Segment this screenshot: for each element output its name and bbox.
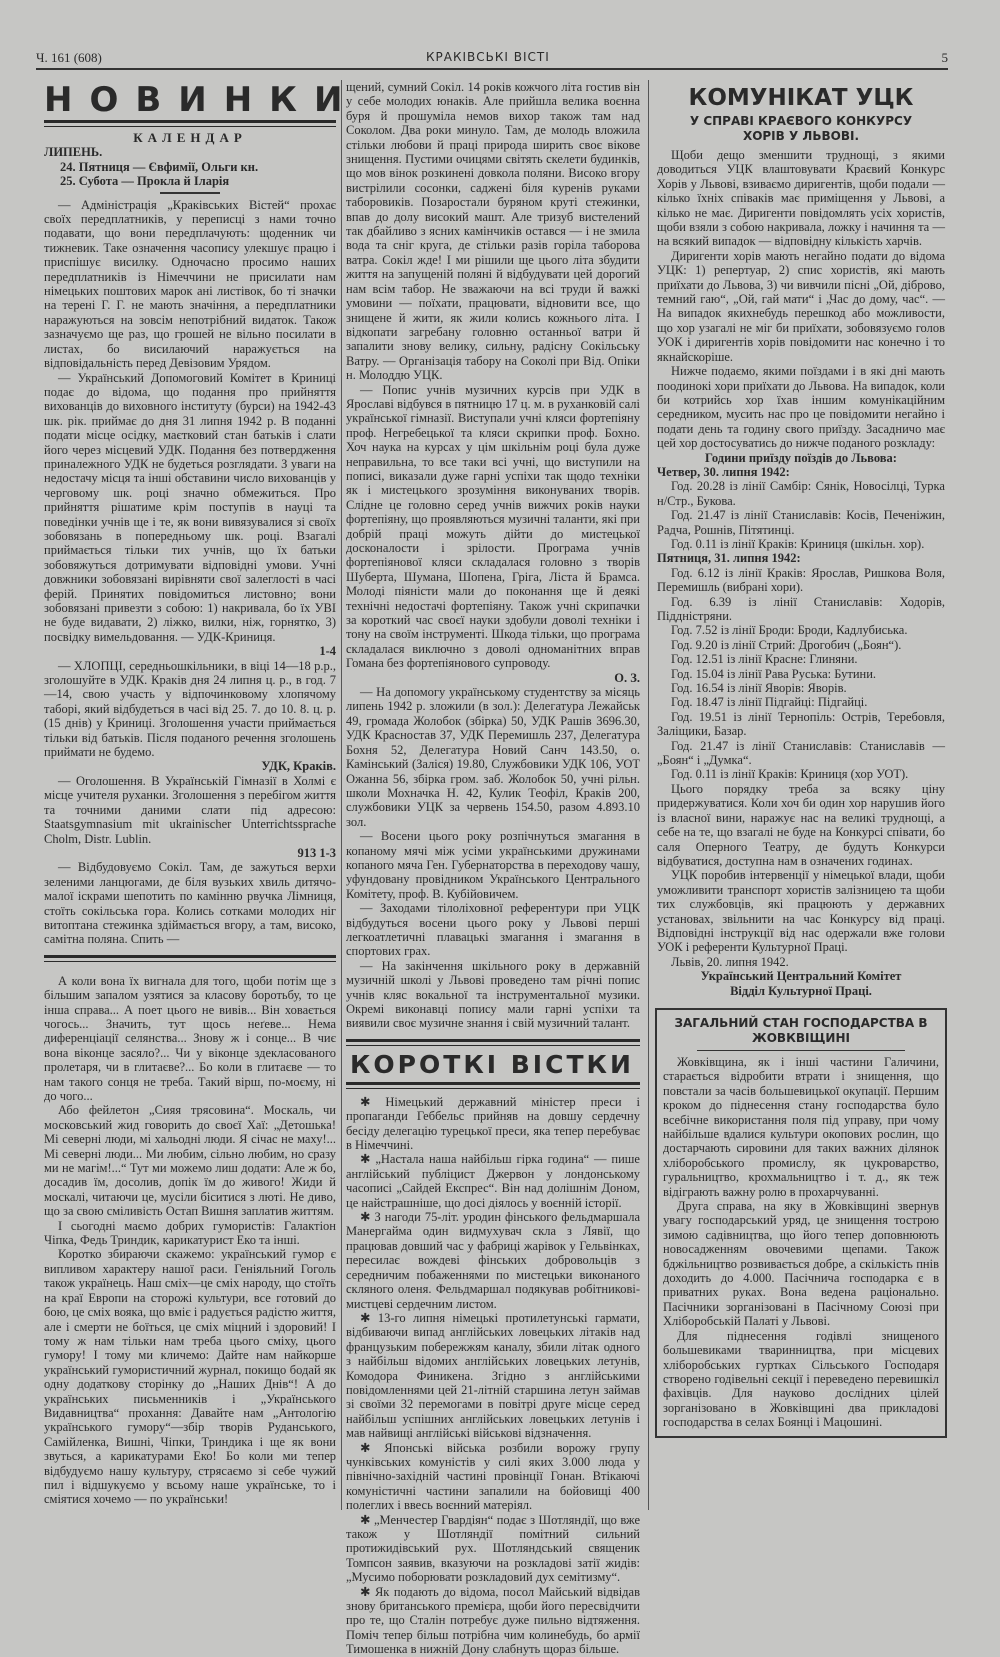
- short-news-item: ✱ Німецький державний міністер преси і пропаганди Геббельс прийняв на довшу сердечну бесіду делегацію турецької преси, яка тепер перебуває в Німеччині.: [346, 1094, 640, 1153]
- article-paragraph: — Восени цього року розпічнуться змагання в копаному мячі між усіми українськими дружинами копаного мяча Ген. Губернаторства в переходову чашу, уфундовану провідником Українського Центрального Комітету, проф. В. Кубійовичем.: [346, 829, 640, 901]
- news-item: — Адміністрація „Краківських Вістей“ прохає своїх передплатників, у переписці з нами точно подавати, що вони передплачують: щоденник чи тижневик. Таке означення часопису улекшує працю і приспішує висилку. Одночасно просимо наших передплатників із Німеччини не присилати нам німецьких поштових марок ані листівок, бо ті значки на терені Г. Г. не мають значіння, а передплатники наражуються на зовсім непотрібний видаток. Також зазначуємо ще раз, що грошей не вільно посилати в листах, бо висилаючий наражується на відповідальність перед Девізовим Урядом.: [44, 197, 336, 371]
- article-paragraph: — Попис учнів музичних курсів при УДК в Ярославі відбувся в пятницю 17 ц. м. в руханковій салі української гімназії. Виступали учні кляси фортепіяну проф. Негребецької та кляси скрипки проф. Бохно. Хоч наука на курсах у цім шкільнім році була дуже неправильна, то все таки всі учні, що виступили на пописі, виказали дуже гарні успіхи так щодо техніки як і мистецького зрозуміння виконуваних творів. Слідне це головно серед учнів вижчих років науки фортепіяну, що проявляються музичні таланти, які при добрій праці можуть дійти до мистецької досконалости і зрілости. Програма учнів фортепіянової кляси складалася головно з творів Шуберта, Шумана, Шопена, Гріга, Ліста й Брамса. Молоді піяністи мали до поконання ще й деякі технічні недостачі фортепіяну. Також учні скрипачки за короткий час своєї науки здобули доволі техніки і тону на своїм інструменті. Шкода тільки, що програма складалася виключно з доволі одноманітних вправ Гомана без фортепіянового супроводу.: [346, 382, 640, 671]
- calendar-title: КАЛЕНДАР: [133, 130, 247, 145]
- train-entry: Год. 12.51 із лінії Красне: Глиняни.: [671, 652, 858, 667]
- communique-paragraph: Нижче подаємо, якими поїздами і в які дні мають поодинокі хори приїхати до Львова. На випадок, коли би котрийсь хор їхав іншим комунікаційним середником, мусить нас про це повідомити негайно і подати день та годину свого приїзду. Засадничо має цей хор достосуватись до нижче поданого розкладу:: [657, 364, 945, 451]
- train-entry: Год. 9.20 із лінії Стрий: Дрогобич („Боян“).: [671, 637, 902, 652]
- train-entry: Год. 21.47 із лінії Станиславів: Косів, Печеніжин, Радча, Рошнів, Пітятинці.: [657, 508, 945, 537]
- issue-number: Ч. 161 (608): [36, 50, 102, 65]
- calendar-day: 24. Пятниця — Євфимії, Ольги кн.: [60, 159, 259, 174]
- short-news-item: ✱ Як подають до відома, посол Майський відвідав знову британського премієра, щоби його пересвідчити про те, що Сталін потребує дуже пильно відтяження. Поміч тепер більш потрібна чим колинебудь, бо армії Тимошенка в нижній Дону слабнуть щораз більше.: [346, 1584, 640, 1657]
- news-item: — Український Допомоговий Комітет в Криниці подає до відома, що подання про прийняття вихованців до виховного інституту (бурси) на 1942-43 шк. рік. приймає до дня 31 липня 1942 р. В поданні подати місце осідку, маєтковий стан батьків і слати його через місцевий УДК. Подання без потвердження приналежного УДК не будеться розглядати. З уваги на недостачу місця та інші обставини число вихованців у черговому шк. році значно обмежиться. Про прийняття рішатиме крім поступів в науці та поведінки учнів ще і те, як вони вивязувалися зі своїх зобовязань в попередньому шк. році. Взагалі приймається тільки тих учнів, що їх батьки зобовяжуться дотримувати відповідні умови. Учні довжники зобовязані вирівняти свої залеглості в часі ферій. Принятих повідомиться листовно; вони зобовязані привезти з собою: 1) накривала, бо їх УВІ не буде видавати, 2) ліжко, вилки, ніж, горнятко, 3) посвідку вимельдовання. — УДК-Криниця.: [44, 370, 336, 644]
- divider: [697, 1050, 905, 1051]
- article-paragraph: І сьогодні маємо добрих гумористів: Галактіон Чіпка, Федь Триндик, карикатурист Еко та інші.: [44, 1218, 336, 1248]
- signature: Український Центральний Комітет: [700, 969, 902, 984]
- place-date: Львів, 20. липня 1942.: [671, 954, 789, 969]
- train-entry: Год. 16.54 із лінії Яворів: Яворів.: [671, 681, 847, 696]
- calendar-day: 25. Субота — Прокла й Іларія: [60, 174, 230, 189]
- humor-article: [44, 974, 336, 1507]
- train-entry: Год. 7.52 із лінії Броди: Броди, Кадлубиська.: [671, 623, 908, 638]
- news-item: — Відбудовуємо Сокіл. Там, де зажуться верхи зеленими ланцюгами, де біля вузьких хвиль дитячо-малої іскрами шепотить по камінню рвучка Лімниця, стоїть сокільська гора. Колись сотками молодих ніг витоптана стежинка здіймається вгору, а там, високо, самітна поляна. Спить —: [44, 860, 336, 947]
- left-column: [44, 80, 360, 1507]
- train-entry: Год. 6.12 із лінії Краків: Ярослав, Ришкова Воля, Перемишль (вибрані хори).: [657, 565, 945, 595]
- title-rule: [44, 120, 336, 127]
- short-news-list: [346, 1095, 640, 1657]
- middle-column: [346, 80, 640, 1657]
- train-entry: Год. 20.28 із лінії Самбір: Сянік, Новосілці, Турка н/Стр., Букова.: [657, 479, 945, 508]
- news-sign: УДК, Краків.: [261, 759, 336, 774]
- signature: Відділ Культурної Праці.: [730, 983, 872, 998]
- short-news-item: ✱ „Менчестер Гвардіян“ подає з Шотляндії, що вже також у Шотляндії помітний сильний протижидівський рух. Шотляндський священик Томпсон заявив, вказуючи на розкладові затії жидів: „Мусимо поборювати розкладовий дух семітизму“.: [346, 1512, 640, 1585]
- article-paragraph: Для піднесення годівлі знищеного большевиками тваринництва, при місцевих хліборобських гуртках Сільського Господаря створено годівельні секції і переведено перевишкіл фахівців. Для науково дослідних цілей зорганізовано в Жовківщині два прикладові господарства в селах Боянці і Мацошині.: [663, 1328, 939, 1430]
- article-paragraph: — На допомогу українському студентству за місяць липень 1942 р. зложили (в зол.): Делегатура Лежайськ 49, громада Жолобок (збірка) 50, УДК Рашів 3696.30, УДК Красностав 37, УДК Перемишль 237, Делегатура Бохня 52, Делегатура Новий Санч 143.50, о. Камінський (Заліся) 19.80, Службовики УДК 106, УОТ Ожанна 56, збірка гром. заб. Жолобок 50, учні рільн. школи Мохначка Н. 42, Кулик Теофіл, Краків 200, службовики УЦК за червень 154.50, разом 4.893.10 зол.: [346, 685, 640, 829]
- short-news-item: ✱ „Настала наша найбільш гірка година“ — пише англійський публіцист Джервон у лондонському часописі „Сайдей Експрес“. Він над долішнім Доном, це найстрашніше, що досі діялось у воєнній історії.: [346, 1152, 640, 1210]
- newspaper-name: КРАКІВСЬКІ ВІСТІ: [426, 50, 550, 64]
- schedule-title: Години приїзду поїздів до Львова:: [705, 450, 897, 465]
- schedule-day: Пятниця, 31. липня 1942:: [657, 551, 801, 566]
- news-sign: 1-4: [319, 644, 336, 659]
- communique-title: КОМУНІКАТ УЦК: [688, 85, 914, 111]
- short-news-item: ✱ 13-го липня німецькі протилетунські гармати, відбиваючи випад англійських ловецьких літаків над французьким побережжям каналу, збили літак одного з найбільш відомих англійських ловецьких летунів, Комодора Финикена. Згідно з англійськими повідомленнями цей 21-літній старшина летун займав зі своїми 32 перемогами в повітрі друге місце серед найбільш успішних англійських ловецьких летунів і мав найвищі англійські військові відзначення.: [346, 1310, 640, 1441]
- communique-paragraph: Цього порядку треба за всяку ціну придержуватися. Коли хоч би один хор нарушив його із власної вини, наражує нас на великі труднощі, а себе на те, що взагалі не буде на Конкурсі співати, бо саля Оперного Театру, де будуть Конкурси відбуватися, доступна нам в означених годинах.: [657, 781, 945, 868]
- article-paragraph: — Заходами тілоліховної референтури при УЦК відбудуться восени цього року у Львові перші легкоатлетичні плавацькі змагання і змагання в спортових грах.: [346, 901, 640, 959]
- train-entry: Год. 15.04 із лінії Рава Руська: Бутини.: [671, 666, 877, 681]
- column-divider: [648, 80, 649, 1510]
- communique-subtitle: У СПРАВІ КРАЄВОГО КОНКУРСУ ХОРІВ У ЛЬВОВІ.: [689, 114, 913, 143]
- communique-paragraph: Диригенти хорів мають негайно подати до відома УЦК: 1) репертуар, 2) спис хористів, які мають приїхати до Львова, 3) чи вивчили пісні „Ой, діброво, темний гаю“, „Ой, гай мати“ і „Час до дому, час“. — На випадок якихнебудь перешкод або можливости, що хор узагалі не міг би приїхати, зобовязуємо голов УОК і диригентів хорів повідомити нас конечно і то якнайскоріше.: [657, 248, 945, 364]
- divider: [160, 192, 220, 194]
- article-paragraph: Коротко збираючи скажемо: український гумор є випливом характеру нашої раси. Геніяльний Гоголь також українець. Наш сміх—це сміх народу, що стоїть на краї Европи на сторожі культури, все готовий до бою, це сміх вояка, що вміє і радується радістю життя, але і смерти не боїться, це сміх міцний і здоровий! І тому ж нам тільки нам треба цього сміху, цього гумору! І тому ми кличемо: Дайте нам найкорше український гумористичний журнал, покищо бодай як одну додаткову сторінку до „Наших Днів“! А до українських письменників і „Українського Видавництва“ прохання: Давайте нам „Антологію українського гумору“—збір творів Руданського, Самійленка, Вишні, Чіпки, Триндика і ще як вони звуться, а карикатурами Еко! Бо коли ми тепер відбудуємо нашу культуру, стрясаємо зі себе чужий пил і відшукуємо у всьому наше українське, то і сміятися хочемо — по українськи!: [44, 1247, 336, 1507]
- train-entry: Год. 19.51 із лінії Тернопіль: Острів, Теребовля, Заліщики, Базар.: [657, 709, 945, 739]
- news-item: — ХЛОПЦІ, середньошкільники, в віці 14—18 р.р., зголошуйте в УДК. Краків дня 24 липня ц. р., в год. 7—14, свою участь у відпочинковому хлопячому таборі, який відбудеться в часі від 25. 7. до 10. 8. ц. р. (15 днів) у Криниці. Зголошення участи приймається тільки від батьків. Після поданого речення зголошень приймати не будемо.: [44, 658, 336, 760]
- column-divider: [341, 80, 342, 1510]
- short-news-item: ✱ Японські війська розбили ворожу групу чунківських комуністів у силі яких 3.000 люда у північно-західній частині провінції Гонан. Втікаючі комуністичні частини запалили на бойовищі 400 полеглих і ввесь воєнний матеріял.: [346, 1440, 640, 1513]
- page-number: 5: [941, 50, 948, 65]
- communique-body: [655, 148, 947, 998]
- train-entry: Год. 6.39 із лінії Станиславів: Ходорів, Піддністряни.: [657, 594, 945, 623]
- economy-title: ЗАГАЛЬНИЙ СТАН ГОСПОДАРСТВА В ЖОВКВІЩИНІ: [674, 1015, 928, 1045]
- article-paragraph: — На закінчення шкільного року в державній музичній школі у Львові проведено там річні попис учнів кляс вокальної та інструментальної музики. Окремі виконавці попису мали гарні успіхи та виявили своє музичне знання і свій музичний талант.: [346, 958, 640, 1031]
- train-entry: Год. 0.11 із лінії Краків: Криниця (хор УОТ).: [671, 767, 909, 782]
- communique-paragraph: Щоби дещо зменшити труднощі, з якими доводиться УЦК влаштовувати Краєвий Конкурс Хорів у Львові, взиваємо диригентів, щоби подали — кілько їхніх співаків має приміщення у Львові, а кілько не має. Диригенти повідомлять усіх хористів, щоби взяли з собою накривала, ложку і начиння та — на всякий випадок — відповідну кількість харчів.: [657, 148, 945, 249]
- article-paragraph: Або фейлетон „Сияя трясовина“. Москаль, чи московський жид говорить до своєї Хаї: „Детошька! Мі северні люди, мі хальодні люди. Я січас не маху!... Мі северні люди... Ми любим, сільно любим, но сразу ми не магім!...“ Тут ми можемо лиш додати: Але ж бо, досадив їм, досолив, допік їм до живого! Жиди й москалі, читаючи це, мусіли біситися з люті. Не диво, що за свою сміливість Остап Вишня заплатив життям.: [44, 1103, 336, 1219]
- news-sign: 913 1-3: [297, 845, 336, 860]
- economy-article-box: [655, 1008, 947, 1438]
- schedule-day: Четвер, 30. липня 1942:: [657, 464, 790, 479]
- article-paragraph: А коли вона їх вигнала для того, щоби потім ще з більшим запалом узятися за класову боротьбу, то це інша справа... А поет цього не вивів... Він ховається чогось... Значить, тут щось неґеве... Нема диференціації селянства... Знову ж і сонце... В чиє вона віконце засяло?... Чи у віконце здекласованого пролетаря, чи в глитаєве?... Бо коли в глитаєве — то нам такого сонця не треба. Такий вірш, по-моєму, ні до чого...: [44, 973, 336, 1103]
- train-entry: Год. 0.11 із лінії Краків: Криниця (шкільн. хор).: [671, 536, 925, 551]
- train-entry: Год. 18.47 із лінії Підгайці: Підгайці.: [671, 695, 868, 710]
- section-rule: [346, 1039, 640, 1046]
- section-rule: [44, 955, 336, 962]
- middle-news-column: [346, 80, 640, 1031]
- calendar-month: ЛИПЕНЬ.: [44, 145, 103, 160]
- article-paragraph: Жовківщина, як і інші частини Галичини, старається відробити втрати і знищення, що повстали за часів большевицької окупації. Першим кроком до піднесення стану господарства було всебічне використання поля під управу, при чому найбільше вдалися культури окопових рослин, що достарчають сировини для таких важних ділянок хліборобського промислу, як цукроварство, гуральництво, крохмальництво і т. д., як теж відіграють важну ролю в прохарчуванні.: [663, 1054, 939, 1199]
- title-rule: [346, 1082, 640, 1089]
- header-rule: [36, 68, 948, 70]
- right-column: [655, 84, 947, 1438]
- article-sign: О. З.: [614, 670, 640, 685]
- economy-body: [663, 1055, 939, 1430]
- page-header: [36, 50, 948, 70]
- news-item: — Оголошення. В Українській Гімназії в Холмі є місце учителя руханки. Зголошення з перебігом життя та точними даними слати під адресою: Staatsgymnasium mit ukrainischer Unterrichtssprache Cholm, Distr. Lublin.: [44, 773, 336, 846]
- short-news-title: КОРОТКІ ВІСТКИ: [350, 1049, 634, 1079]
- communique-paragraph: УЦК поробив інтервенції у німецької влади, щоби уможливити транспорт хористів залізницею та щоби тих службовців, які працюють у державних установах, звільнити на час Конкурсу від праці. Відповідні інструкції від нас одержали вже голови УОК і референти Культурної Праці.: [657, 868, 945, 955]
- news-column: [44, 131, 336, 947]
- article-paragraph: Друга справа, на яку в Жовківщині звернув увагу господарський уряд, це знищення тострою зимою садівництва, що його тепер доповнюють новосадженням овочевими щепами. Також бджільництво розвивається добре, а скількість пнів доходить до 4.000. Пасічнича господарка є в приватних руках. Вона ведена раціонально. Пасічники зорганізовані в Пасічному Союзі при Хліборобській Палаті у Львові.: [663, 1199, 939, 1329]
- news-section-title: НОВИНКИ: [44, 80, 360, 120]
- short-news-item: ✱ З нагоди 75-літ. уродин фінського фельдмаршала Манергайма один видмухувач скла з Лявії, що працював довший час у фабриці жарівок у Гельвінках, пересилає вождеві фінських добровольців з середничим побаженнями по мистецьки виконаного скляного оленя. Фельдмаршал подякував робітникові-мистцеві сердечним листом.: [346, 1210, 640, 1311]
- article-paragraph: щений, сумний Сокіл. 14 років кожчого літа гостив він у себе молодих юнаків. Але прийшла велика воєнна буря й прошуміла немов вихор також там над Соколом. Два роки минуло. Там, де молодь вложила стільки любови й праці природа ширить своє вікове знищення. Пустими очицями світять скелети будинків, що мов вінок розкинені довкола поляни. Високо вгору вистрілили сосонки, саджені біля куренів руками таборовиків. Позаростали буряном круті стежинки, впав до долу високий машт. Але тризуб вистелений так дбайливо з ясних камінчиків остався — і не змила вода та сніг круга, де стільки разів горіла таборова ватра. Сокіл жде! І ми рішили ще цього літа збудити життя на запущеній поляні й відбудувати цей дорогий нам всім табор. Не зважаючи на всі труди й важкі умовини — поїхати, працювати, відновити все, що знищене й жити, як жили колись кожнього літа. І відкопати загребану головню останньої ватри й запалити знову велику, сильну, радісну Сокільську Ватру. — Організація табору на Соколі при Від. Опіки н. Молоддю УЦК.: [346, 80, 640, 383]
- train-entry: Год. 21.47 із лінії Станиславів: Станиславів — „Боян“ і „Думка“.: [657, 738, 945, 768]
